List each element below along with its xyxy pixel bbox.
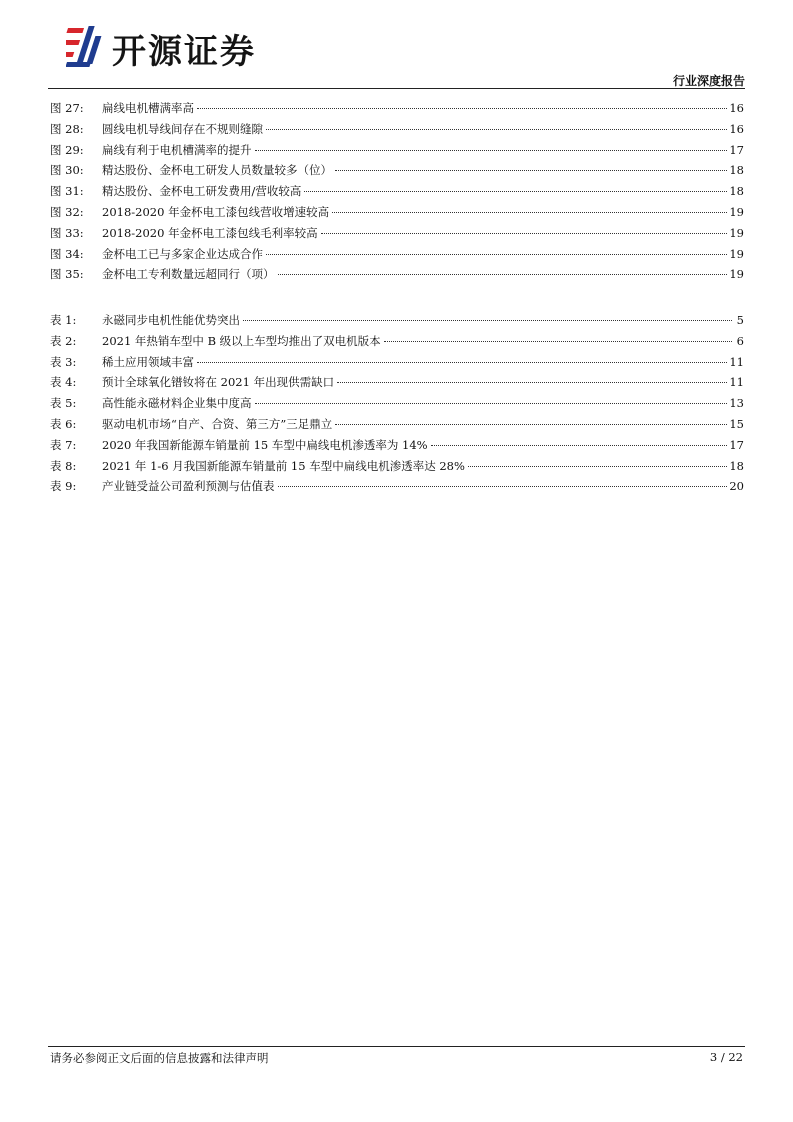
page-header xyxy=(0,0,793,92)
page-number: 3 / 22 xyxy=(709,1050,743,1064)
footer-divider xyxy=(48,1046,745,1047)
toc-row[interactable] xyxy=(50,372,744,393)
toc-page: 18 xyxy=(729,163,744,178)
toc-row[interactable] xyxy=(50,202,744,223)
toc-row[interactable] xyxy=(50,264,744,285)
toc-title: 产业链受益公司盈利预测与估值表 xyxy=(102,479,275,494)
toc-leader xyxy=(321,233,728,234)
toc-title: 金杯电工专利数量远超同行（项） xyxy=(102,267,275,282)
toc-leader xyxy=(335,424,727,425)
report-type-label: 行业深度报告 xyxy=(672,74,745,88)
toc-leader xyxy=(278,274,728,275)
toc-title: 高性能永磁材料企业集中度高 xyxy=(102,396,252,411)
toc-leader xyxy=(255,150,728,151)
toc-title: 2021 年 1-6 月我国新能源车销量前 15 车型中扁线电机渗透率达 28% xyxy=(102,458,465,473)
figure-list xyxy=(50,98,744,285)
toc-leader xyxy=(304,191,727,192)
toc-row[interactable] xyxy=(50,352,744,373)
toc-row[interactable] xyxy=(50,119,744,140)
toc-leader xyxy=(431,445,728,446)
toc-title: 2018-2020 年金杯电工漆包线营收增速较高 xyxy=(102,204,330,219)
toc-page: 17 xyxy=(729,142,744,157)
toc-label: 表 1: xyxy=(50,313,77,327)
toc-row[interactable] xyxy=(50,98,744,119)
toc-leader xyxy=(197,108,727,109)
footer-disclaimer: 请务必参阅正文后面的信息披露和法律声明 xyxy=(50,1051,269,1065)
toc-label: 图 33: xyxy=(50,225,84,240)
toc-title: 金杯电工已与多家企业达成合作 xyxy=(102,246,263,261)
toc-title: 永磁同步电机性能优势突出 xyxy=(102,313,240,327)
toc-leader xyxy=(384,341,732,342)
toc-title: 驱动电机市场“自产、合资、第三方”三足鼎立 xyxy=(102,416,333,431)
toc-title: 2018-2020 年金杯电工漆包线毛利率较高 xyxy=(102,225,318,240)
toc-row[interactable] xyxy=(50,223,744,244)
toc-title: 扁线有利于电机槽满率的提升 xyxy=(102,142,252,157)
toc-row[interactable] xyxy=(50,476,744,497)
table-list xyxy=(50,310,744,497)
toc-label: 图 31: xyxy=(50,184,84,199)
header-divider xyxy=(48,88,745,89)
toc-leader xyxy=(332,212,727,213)
toc-title: 2020 年我国新能源车销量前 15 车型中扁线电机渗透率为 14% xyxy=(102,437,428,452)
toc-label: 图 34: xyxy=(50,246,84,261)
toc-page: 18 xyxy=(729,458,744,473)
brand-logo-icon xyxy=(66,22,110,72)
toc-label: 表 8: xyxy=(50,458,77,473)
toc-leader xyxy=(335,170,727,171)
toc-row[interactable] xyxy=(50,331,744,352)
toc-title: 预计全球氧化镨钕将在 2021 年出现供需缺口 xyxy=(102,375,335,390)
toc-label: 表 2: xyxy=(50,333,77,348)
toc-label: 表 4: xyxy=(50,375,77,390)
toc-leader xyxy=(468,466,727,467)
toc-row[interactable] xyxy=(50,393,744,414)
toc-page: 19 xyxy=(729,267,744,282)
toc-row[interactable] xyxy=(50,435,744,456)
toc-label: 图 27: xyxy=(50,101,84,115)
toc-title: 扁线电机槽满率高 xyxy=(102,101,194,115)
toc-page: 18 xyxy=(729,184,744,199)
toc-row[interactable] xyxy=(50,414,744,435)
toc-leader xyxy=(266,254,727,255)
toc-label: 图 35: xyxy=(50,267,84,282)
toc-row[interactable] xyxy=(50,181,744,202)
toc-row[interactable] xyxy=(50,244,744,265)
toc-label: 图 32: xyxy=(50,204,84,219)
toc-label: 表 3: xyxy=(50,354,77,369)
toc-title: 稀土应用领域丰富 xyxy=(102,354,194,369)
toc-page: 17 xyxy=(729,437,744,452)
toc-label: 图 29: xyxy=(50,142,84,157)
toc-leader xyxy=(278,486,728,487)
toc-leader xyxy=(337,382,727,383)
brand-name: 开源证券 xyxy=(112,32,256,72)
toc-label: 表 7: xyxy=(50,437,77,452)
toc-title: 2021 年热销车型中 B 级以上车型均推出了双电机版本 xyxy=(102,333,381,348)
toc-label: 表 6: xyxy=(50,416,77,431)
toc-page: 15 xyxy=(729,416,744,431)
toc-page: 19 xyxy=(729,225,744,240)
toc-page: 5 xyxy=(736,313,744,327)
toc-page: 6 xyxy=(736,333,744,348)
toc-page: 20 xyxy=(729,479,744,494)
toc-label: 图 28: xyxy=(50,121,84,136)
toc-title: 精达股份、金杯电工研发人员数量较多（位） xyxy=(102,163,332,178)
toc-label: 表 5: xyxy=(50,396,77,411)
toc-leader xyxy=(266,129,727,130)
toc-page: 16 xyxy=(729,121,744,136)
toc-page: 13 xyxy=(729,396,744,411)
toc-row[interactable] xyxy=(50,160,744,181)
toc-row[interactable] xyxy=(50,310,744,331)
toc-page: 16 xyxy=(729,101,744,115)
toc-title: 圆线电机导线间存在不规则缝隙 xyxy=(102,121,263,136)
toc-page: 19 xyxy=(729,246,744,261)
toc-row[interactable] xyxy=(50,140,744,161)
toc-leader xyxy=(255,403,728,404)
brand-logo xyxy=(66,22,306,72)
toc-page: 11 xyxy=(729,375,744,390)
toc-title: 精达股份、金杯电工研发费用/营收较高 xyxy=(102,184,302,199)
toc-row[interactable] xyxy=(50,456,744,477)
toc-label: 图 30: xyxy=(50,163,84,178)
toc-page: 19 xyxy=(729,204,744,219)
toc-label: 表 9: xyxy=(50,479,77,494)
toc-leader xyxy=(243,320,732,321)
toc-leader xyxy=(197,362,727,363)
toc-page: 11 xyxy=(729,354,744,369)
